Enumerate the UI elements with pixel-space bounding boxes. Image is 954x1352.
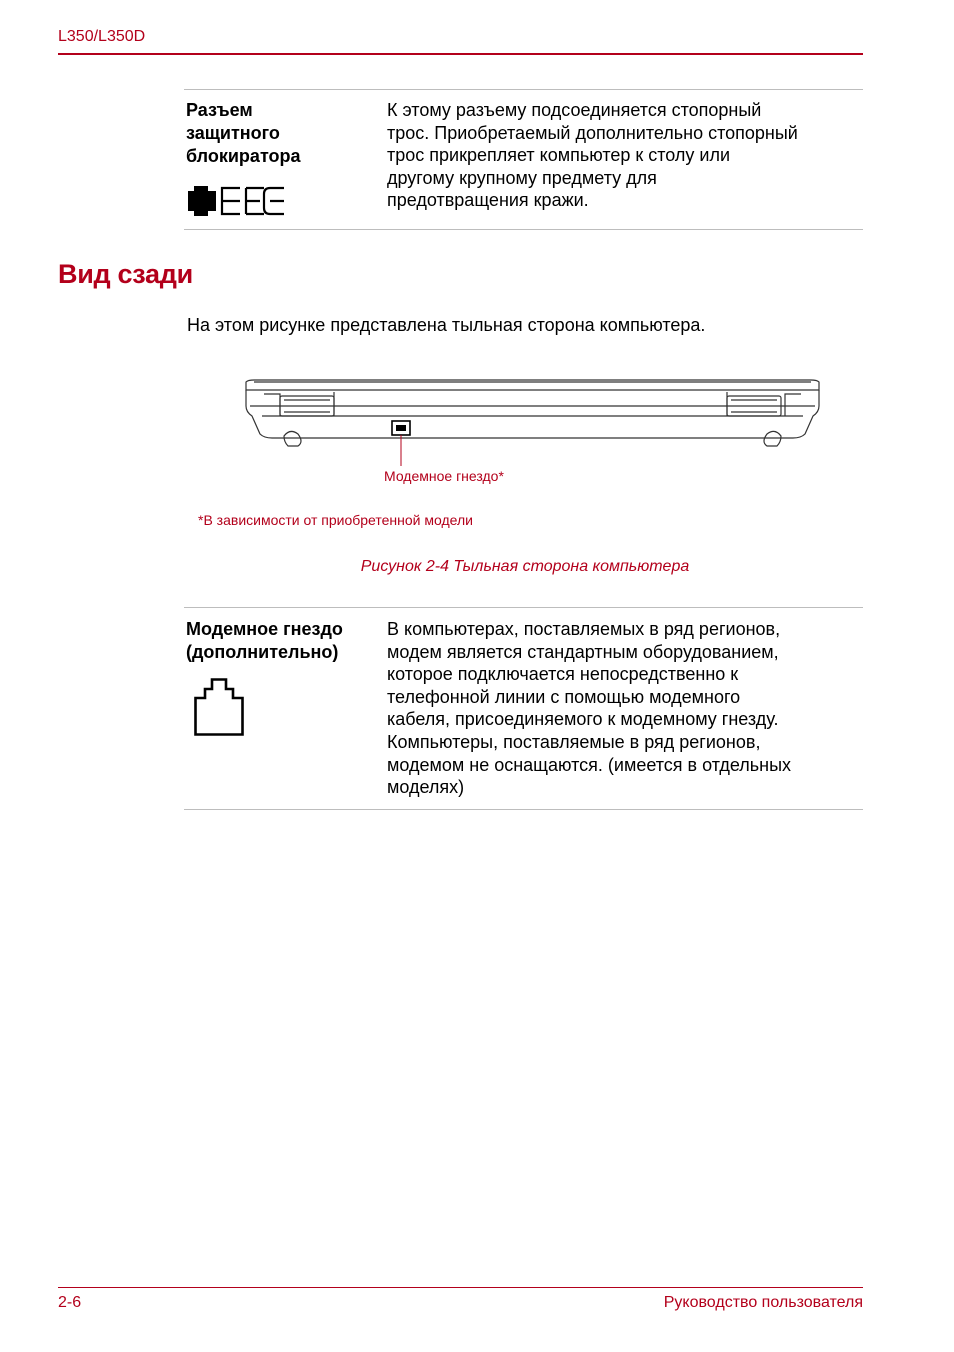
lock-term bbox=[186, 99, 301, 168]
modem-description bbox=[387, 618, 857, 799]
footer-page-number: 2-6 bbox=[58, 1294, 82, 1311]
modem-term-line: (дополнительно) bbox=[186, 642, 339, 662]
lock-desc-line: другому крупному предмету для bbox=[387, 167, 657, 188]
lock-term-line: защитного bbox=[186, 123, 280, 143]
modem-desc-line: кабеля, присоединяемого к модемному гнезду. bbox=[387, 709, 779, 730]
footer-document-title: Руководство пользователя bbox=[663, 1294, 863, 1311]
lock-table-row bbox=[184, 89, 863, 230]
modem-desc-line: моделях) bbox=[387, 777, 465, 798]
figure-footnote: *В зависимости от приобретенной модели bbox=[198, 512, 473, 528]
lock-desc-line: трос. Приобретаемый дополнительно стопорный bbox=[387, 122, 798, 143]
lock-desc-line: предотвращения кражи. bbox=[387, 190, 589, 211]
figure-modem-jack bbox=[392, 421, 410, 435]
lock-desc-line: трос прикрепляет компьютер к столу или bbox=[387, 145, 731, 166]
modem-table-row bbox=[184, 607, 863, 810]
modem-desc-line: В компьютерах, поставляемых в ряд регионов, bbox=[387, 619, 781, 639]
footer-rule bbox=[58, 1287, 863, 1288]
section-intro: На этом рисунке представлена тыльная сторона компьютера. bbox=[187, 315, 706, 335]
security-lock-icon bbox=[186, 182, 286, 220]
lock-description bbox=[387, 99, 857, 212]
modem-jack-icon bbox=[194, 678, 246, 736]
modem-desc-line: модемом не оснащаются. (имеется в отдельных bbox=[387, 754, 792, 775]
modem-desc-line: модем является стандартным оборудованием, bbox=[387, 641, 779, 662]
section-title: Вид сзади bbox=[58, 259, 193, 289]
laptop-rear-illustration bbox=[240, 376, 825, 476]
modem-term-line: Модемное гнездо bbox=[186, 619, 343, 639]
figure-caption: Рисунок 2-4 Тыльная сторона компьютера bbox=[360, 558, 690, 575]
lock-term-line: Разъем bbox=[186, 100, 253, 120]
modem-desc-line: телефонной линии с помощью модемного bbox=[387, 686, 741, 707]
header-model: L350/L350D bbox=[58, 28, 146, 45]
modem-desc-line: Компьютеры, поставляемые в ряд регионов, bbox=[387, 731, 761, 752]
header-rule bbox=[58, 53, 863, 55]
lock-term-line: блокиратора bbox=[186, 146, 301, 166]
modem-desc-line: которое подключается непосредственно к bbox=[387, 664, 739, 685]
modem-callout-label: Модемное гнездо* bbox=[384, 468, 504, 484]
modem-term bbox=[186, 618, 343, 664]
lock-desc-line: К этому разъему подсоединяется стопорный bbox=[387, 100, 762, 120]
